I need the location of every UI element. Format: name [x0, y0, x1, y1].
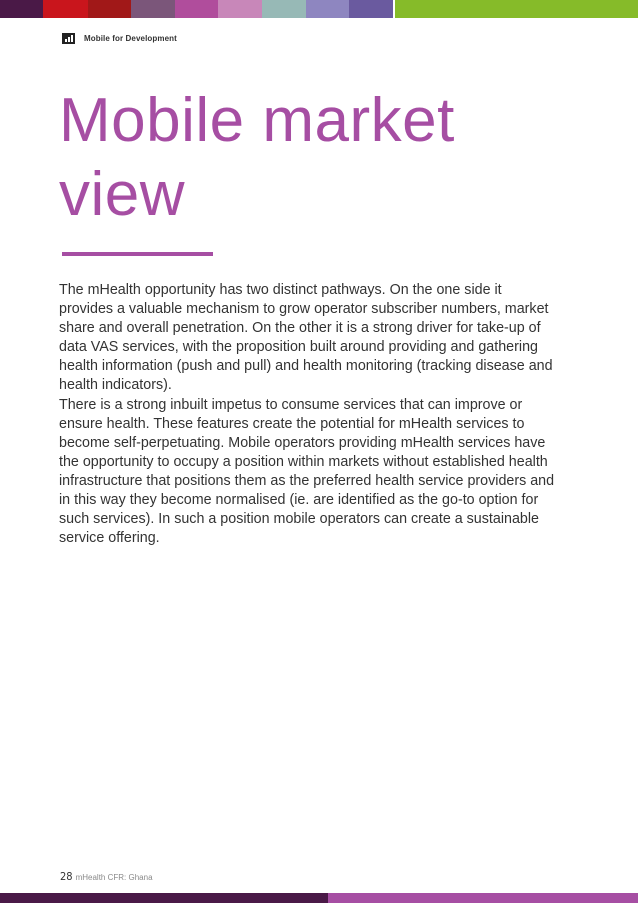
top-bar-segment: [175, 0, 218, 18]
bottom-bar-segment: [0, 893, 328, 903]
top-bar-segment: [43, 0, 88, 18]
paragraph: There is a strong inbuilt impetus to consume services that can improve or ensure health. These features create the potential for mHealth services to become self-perpetuating. Mobile operators providing mHealth services have the opportunity to occupy a position within markets without established health infrastructure that positions them as the preferred health service providers and in this way they become normalised (ie. are identified as the go-to option for such services). In such a position mobile operators can create a sustainable service offering.: [59, 396, 555, 547]
top-bar-segment: [306, 0, 349, 18]
page-number: 28: [60, 870, 73, 883]
page-header: [62, 31, 177, 45]
top-bar-segment: [395, 0, 638, 18]
body-text: [59, 281, 559, 548]
bottom-color-bar: [0, 893, 638, 903]
title-line-2: view: [59, 160, 186, 229]
paragraph: The mHealth opportunity has two distinct pathways. On the one side it provides a valuable mechanism to grow operator subscriber numbers, market share and overall penetration. On the other it is a strong driver for take-up of data VAS services, with the proposition built around providing and gathering health information (push and pull) and health monitoring (tracking disease and health indicators).: [59, 282, 553, 394]
page-footer: [60, 870, 153, 883]
top-bar-segment: [262, 0, 306, 18]
footer-label: mHealth CFR: Ghana: [75, 873, 153, 882]
top-color-bar: [0, 0, 638, 18]
top-bar-segment: [88, 0, 131, 18]
top-bar-segment: [218, 0, 262, 18]
header-label: Mobile for Development: [84, 33, 177, 43]
title-line-1: Mobile market: [59, 86, 455, 155]
gsma-logo-icon: [62, 33, 75, 44]
bottom-bar-segment: [328, 893, 638, 903]
top-bar-segment: [349, 0, 393, 18]
top-bar-segment: [131, 0, 175, 18]
top-bar-segment: [0, 0, 43, 18]
page-title: [59, 84, 455, 232]
title-underline: [62, 252, 213, 256]
